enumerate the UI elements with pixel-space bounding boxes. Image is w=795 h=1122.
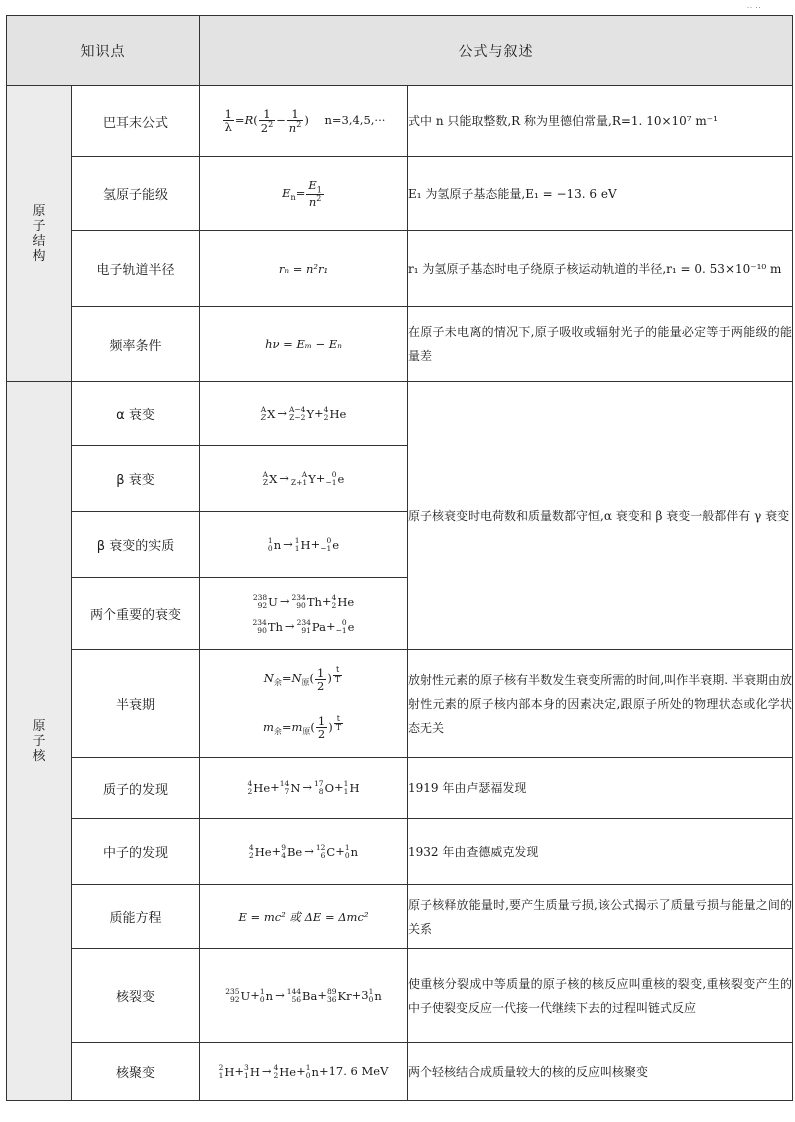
formula-proton-discovery: 4 2 He + 14 7 N → 17 8 O + 1 1 H xyxy=(200,758,408,819)
formula-balmer: $\frac{1}{\lambda}$ =R( $\frac{1}{2^2}$ − $\frac{1}{n^2}$ ) n=3,4,5,··· xyxy=(200,86,408,157)
header-formula: 公式与叙述 xyxy=(200,16,793,86)
description: 原子核释放能量时,要产生质量亏损,该公式揭示了质量亏损与能量之间的关系 xyxy=(408,885,793,949)
topic-name: 氢原子能级 xyxy=(72,157,200,231)
topic-name: β 衰变 xyxy=(72,446,200,512)
formula-neutron-discovery: 4 2 He + 9 4 Be → 12 6 C + 1 0 n xyxy=(200,819,408,885)
formula-fusion: 2 1 H + 3 1 H → 4 2 He + 1 0 n +17. 6 MeV xyxy=(200,1043,408,1101)
knowledge-table xyxy=(6,15,793,1101)
topic-name: 两个重要的衰变 xyxy=(72,578,200,650)
formula-alpha-decay: A Z X → A−4 Z−2 Y + 4 2 He xyxy=(200,382,408,446)
topic-name: 中子的发现 xyxy=(72,819,200,885)
description: 放射性元素的原子核有半数发生衰变所需的时间,叫作半衰期. 半衰期由放射性元素的原子核内部本身的因素决定,跟原子所处的物理状态或化学状态无关 xyxy=(408,650,793,758)
table-row xyxy=(7,650,793,758)
formula-beta-decay: A Z X → A Z+1 Y + 0 −1 e xyxy=(200,446,408,512)
table-row xyxy=(7,1043,793,1101)
formula-orbit-radius: rₙ = n²r₁ xyxy=(200,231,408,307)
description-decay-conservation: 原子核衰变时电荷数和质量数都守恒,α 衰变和 β 衰变一般都伴有 γ 衰变 xyxy=(408,382,793,650)
formula-fission: 235 92 U + 1 0 n → 144 56 Ba + 89 36 Kr +3 1 0 n xyxy=(200,949,408,1043)
formula-mass-energy: E = mc² 或 ΔE = Δmc² xyxy=(200,885,408,949)
topic-name: 半衰期 xyxy=(72,650,200,758)
page-corner-mark: ·· ·· xyxy=(746,2,761,12)
table-row xyxy=(7,231,793,307)
formula-half-life: $N_余=N_原$( $\frac{1}{2}$ ) $^{\frac{t}{T}}$ $m_余=m_原$( $\frac{1}{2}$ ) $^{\frac{t}{T}}$ xyxy=(200,650,408,758)
topic-name: 核聚变 xyxy=(72,1043,200,1101)
description: E₁ 为氢原子基态能量,E₁ = −13. 6 eV xyxy=(408,157,793,231)
description: 两个轻核结合成质量较大的核的反应叫核聚变 xyxy=(408,1043,793,1101)
topic-name: 质能方程 xyxy=(72,885,200,949)
description: 使重核分裂成中等质量的原子核的核反应叫重核的裂变,重核裂变产生的中子使裂变反应一代接一代继续下去的过程叫链式反应 xyxy=(408,949,793,1043)
description: 在原子未电离的情况下,原子吸收或辐射光子的能量必定等于两能级的能量差 xyxy=(408,307,793,382)
table-row xyxy=(7,885,793,949)
formula-frequency: hν = Eₘ − Eₙ xyxy=(200,307,408,382)
table-row xyxy=(7,382,793,446)
formula-energy-level: $E_n=$ $\frac{E_1}{n^2}$ xyxy=(200,157,408,231)
description: 1932 年由查德威克发现 xyxy=(408,819,793,885)
topic-name: 巴耳末公式 xyxy=(72,86,200,157)
topic-name: α 衰变 xyxy=(72,382,200,446)
table-row xyxy=(7,86,793,157)
topic-name: 质子的发现 xyxy=(72,758,200,819)
table-row xyxy=(7,819,793,885)
topic-name: β 衰变的实质 xyxy=(72,512,200,578)
table-row xyxy=(7,307,793,382)
table-row xyxy=(7,758,793,819)
formula-beta-nature: 1 0 n → 1 1 H + 0 −1 e xyxy=(200,512,408,578)
description: 式中 n 只能取整数,R 称为里德伯常量,R=1. 10×10⁷ m⁻¹ xyxy=(408,86,793,157)
description: r₁ 为氢原子基态时电子绕原子核运动轨道的半径,r₁ = 0. 53×10⁻¹⁰ m xyxy=(408,231,793,307)
table-row xyxy=(7,949,793,1043)
table-header-row xyxy=(7,16,793,86)
header-knowledge: 知识点 xyxy=(7,16,200,86)
category-nucleus: 原 子 核 xyxy=(7,382,72,1101)
formula-two-decays: 238 92 U → 234 90 Th + 4 2 He 234 90 Th → 234 91 Pa + 0 −1 e xyxy=(200,578,408,650)
topic-name: 核裂变 xyxy=(72,949,200,1043)
topic-name: 电子轨道半径 xyxy=(72,231,200,307)
description: 1919 年由卢瑟福发现 xyxy=(408,758,793,819)
topic-name: 频率条件 xyxy=(72,307,200,382)
table-row xyxy=(7,157,793,231)
category-atomic-structure: 原 子 结 构 xyxy=(7,86,72,382)
